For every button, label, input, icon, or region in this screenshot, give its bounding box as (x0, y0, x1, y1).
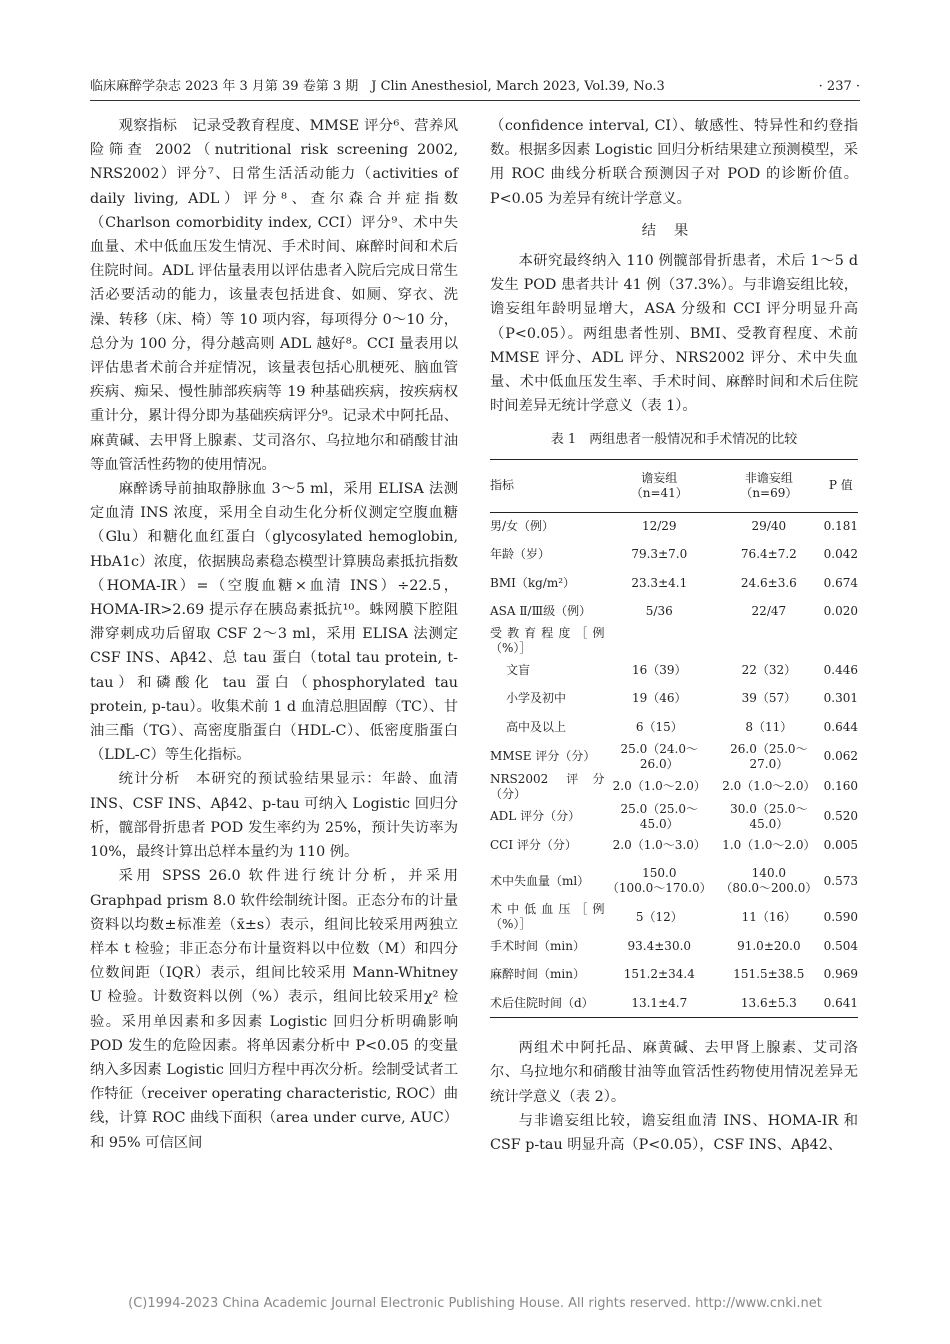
copyright-footer: (C)1994-2023 China Academic Journal Electronic Publishing House. All rights reserved. http://www.cnki.net (128, 1296, 822, 1311)
continued-paragraph: （confidence interval, CI）、敏感性、特异性和约登指数。根据多因素 Logistic 回归分析结果建立预测模型，采用 ROC 曲线分析联合预测因子对 POD 的诊断价值。P<0.05 为差异有统计学意义。 (490, 118, 858, 207)
vasoactive-paragraph: 两组术中阿托品、麻黄碱、去甲肾上腺素、艾司洛尔、乌拉地尔和硝酸甘油等血管活性药物使用情况差异无统计学意义（表 2）。 (490, 1040, 858, 1105)
table-cell: 0.446 (823, 662, 858, 677)
table-cell: 小学及初中 (506, 691, 567, 706)
table-cell: 0.181 (823, 519, 858, 534)
table-cell: 91.0±20.0 (737, 938, 801, 953)
observation-paragraph (90, 114, 458, 477)
table-cell: 麻醉时间（min） (490, 967, 585, 982)
table-cell: 0.674 (823, 575, 858, 590)
right-column (490, 114, 858, 1157)
table-row (490, 598, 858, 627)
table-header-row (490, 459, 858, 512)
table-cell: 术中失血量（ml） (490, 873, 590, 888)
statistics-text: 本研究的预试验结果显示：年龄、血清 INS、CSF INS、Aβ42、p-tau 可纳入 Logistic 回归分析，髋部骨折患者 POD 发生率约为 25%，预计失访率为 10%，最终计算出总样本量约为 110 例。 (90, 771, 459, 861)
table-cell: 受教育程度［例（%）］ (490, 626, 605, 656)
ins-paragraph: 与非谵妄组比较，谵妄组血清 INS、HOMA-IR 和 CSF p-tau 明显升高（P<0.05），CSF INS、Aβ42、 (490, 1112, 858, 1153)
blood-sampling-paragraph: 麻醉诱导前抽取静脉血 3～5 ml，采用 ELISA 法测定血清 INS 浓度，采用全自动生化分析仪测定空腹血糖（Glu）和糖化血红蛋白（glycosylated hemoglobin, HbA1c）浓度，依据胰岛素稳态模型计算胰岛素抵抗指数（HOMA-IR）=（空腹血糖×血清 INS）÷22.5，HOMA-IR>2.69 提示存在胰岛素抵抗¹⁰。蛛网膜下腔阻滞穿刺成功后留取 CSF 2～3 ml，采用 ELISA 法测定 CSF INS、Aβ42、总 tau 蛋白（total tau protein, t-tau）和磷酸化 tau 蛋白（phosphorylated tau protein, p-tau）。收集术前 1 d 血清总胆固醇（TC）、甘油三酯（TG）、高密度脂蛋白（HDL-C）、低密度脂蛋白（LDL-C）等生化指标。 (90, 481, 458, 764)
table-row (490, 932, 858, 961)
table-cell: CCI 评分（分） (490, 838, 577, 853)
table-cell: 5（12） (635, 909, 683, 924)
table-cell: 0.062 (823, 749, 858, 764)
table-cell: 25.0（24.0～26.0） (620, 741, 698, 771)
table-cell (714, 626, 824, 656)
table-row (490, 541, 858, 570)
statistics-label: 统计分析 (118, 771, 181, 788)
table-cell: 13.6±5.3 (740, 995, 797, 1010)
table-cell: 手术时间（min） (490, 938, 585, 953)
table-cell: 140.0 （80.0～200.0） (720, 866, 818, 896)
results-heading: 结果 (641, 222, 707, 239)
table-cell: 39（57） (741, 691, 797, 706)
table-cell: 文盲 (506, 662, 531, 677)
statistics-paragraph (90, 767, 458, 864)
table-cell: 19（46） (632, 691, 687, 706)
table-cell: 13.1±4.7 (631, 995, 688, 1010)
table-cell: 25.0（25.0～45.0） (620, 801, 698, 831)
table-cell: BMI（kg/m²） (490, 575, 576, 590)
table-row (490, 569, 858, 598)
table-cell: 0.969 (823, 967, 858, 982)
running-header (90, 76, 860, 101)
table-cell: 1.0（1.0～2.0） (722, 838, 816, 853)
table-row (490, 713, 858, 742)
table-cell: 0.520 (823, 809, 858, 824)
table-cell: 0.042 (823, 547, 858, 562)
table-cell: 79.3±7.0 (631, 547, 688, 562)
table-cell: 男/女（例） (490, 519, 555, 534)
table-cell: 6（15） (635, 719, 683, 734)
header-cell: 非谵妄组 （n=69） (740, 470, 798, 500)
table-row (490, 772, 858, 802)
table-row (490, 685, 858, 714)
table-row (490, 832, 858, 861)
table-cell: 76.4±7.2 (740, 547, 797, 562)
table-cell (824, 626, 858, 656)
results-paragraph: 本研究最终纳入 110 例髋部骨折患者，术后 1～5 d 发生 POD 患者共计 41 例（37.3%）。与非谵妄组比较，谵妄组年龄明显增大，ASA 分级和 CCI 评分明显升高（P<0.05）。两组患者性别、BMI、受教育程度、术前 MMSE 评分、ADL 评分、NRS2002 评分、术中失血量、术中低血压发生率、手术时间、麻醉时间和术后住院时间差异无统计学意义（表 1）。 (490, 253, 858, 415)
table-cell: 26.0（25.0～27.0） (730, 741, 808, 771)
table-cell: 高中及以上 (506, 719, 567, 734)
table-row (490, 902, 858, 932)
table-cell: 0.301 (823, 691, 858, 706)
header-cell: 谵妄组 （n=41） (630, 470, 688, 500)
table-cell: 24.6±3.6 (740, 575, 797, 590)
table-cell: 2.0（1.0～2.0） (722, 779, 816, 794)
table-cell: 0.590 (823, 909, 858, 924)
table-cell: 8（11） (745, 719, 793, 734)
table-cell: 0.644 (823, 719, 858, 734)
table-cell: 0.641 (823, 995, 858, 1010)
table-row (490, 742, 858, 772)
table-cell: 术后住院时间（d） (490, 995, 594, 1010)
table-cell: 0.160 (823, 779, 858, 794)
software-paragraph: 采用 SPSS 26.0 软件进行统计分析，并采用 Graphpad prism 8.0 软件绘制统计图。正态分布的计量资料以均数±标准差（x̄±s）表示，组间比较采用两独立样本 t 检验；非正态分布计量资料以中位数（M）和四分位数间距（IQR）表示，组间比较采用 Mann-Whitney U 检验。计数资料以例（%）表示，组间比较采用χ² 检验。采用单因素和多因素 Logistic 回归分析明确影响 POD 发生的危险因素。将单因素分析中 P<0.05 的变量纳入多因素 Logistic 回归方程中再次分析。绘制受试者工作特征（receiver operating characteristic, ROC）曲线，计算 ROC 曲线下面积（area under curve, AUC）和 95% 可信区间 (90, 868, 458, 1151)
table-cell: 术中低血压［例（%）］ (490, 902, 605, 932)
table-row (490, 802, 858, 832)
table-caption: 表 1 两组患者一般情况和手术情况的比较 (550, 432, 798, 448)
table-row (490, 989, 858, 1018)
table-cell: 29/40 (751, 519, 787, 534)
table-cell: 150.0 （100.0～170.0） (606, 866, 712, 896)
table-row (490, 512, 858, 541)
table-cell: 11（16） (741, 909, 797, 924)
table-cell: 22/47 (751, 604, 787, 619)
left-column (90, 114, 458, 1155)
table-row (490, 656, 858, 685)
table-cell: 151.5±38.5 (733, 967, 805, 982)
table-cell: 年龄（岁） (490, 547, 551, 562)
table-cell: ADL 评分（分） (490, 809, 581, 824)
observation-text: 记录受教育程度、MMSE 评分⁶、营养风险筛查 2002（nutritional risk screening 2002, NRS2002）评分⁷、日常生活活动能力（activities of daily living, ADL）评分⁸、查尔森合并症指数（Charlson comorbidity index, CCI）评分⁹、术中失血量、术中低血压发生情况、手术时间、麻醉时间和术后住院时间。ADL 评估量表用以评估患者入院后完成日常生活必要活动的能力，该量表包括进食、如厕、穿衣、洗澡、转移（床、椅）等 10 项内容，每项得分 0～10 分，总分为 100 分，得分越高则 ADL 越好⁸。CCI 量表用以评估患者术前合并症情况，该量表包括心肌梗死、脑血管疾病、痴呆、慢性肺部疾病等 19 种基础疾病，按疾病权重计分，累计得分即为基础疾病评分⁹。记录术中阿托品、麻黄碱、去甲肾上腺素、艾司洛尔、乌拉地尔和硝酸甘油等血管活性药物的使用情况。 (90, 118, 458, 473)
table-cell: 0.504 (823, 938, 858, 953)
table-cell: 30.0（25.0～45.0） (730, 801, 808, 831)
table-cell: 0.573 (823, 873, 858, 888)
table-cell: 151.2±34.4 (623, 967, 695, 982)
table-cell: NRS2002 评分（分） (490, 771, 605, 801)
table-row (490, 860, 858, 902)
table-cell: 0.020 (823, 604, 858, 619)
header-cell: 指标 (490, 478, 515, 493)
table-cell: 22（32） (741, 662, 797, 677)
table-cell: 2.0（1.0～3.0） (612, 838, 706, 853)
table-cell: 12/29 (641, 519, 677, 534)
journal-citation: 临床麻醉学杂志 2023 年 3 月第 39 卷第 3 期 J Clin Anesthesiol, March 2023, Vol.39, No.3 (90, 79, 665, 94)
header-cell: P 值 (828, 478, 853, 493)
table-1 (490, 459, 858, 1019)
table-cell: MMSE 评分（分） (490, 749, 596, 764)
page-number: · 237 · (818, 79, 860, 94)
table-cell: ASA Ⅱ/Ⅲ级（例） (490, 604, 592, 619)
table-cell: 0.005 (823, 838, 858, 853)
table-row (490, 626, 858, 656)
table-cell: 93.4±30.0 (627, 938, 692, 953)
table-cell: 5/36 (645, 604, 673, 619)
table-cell: 23.3±4.1 (631, 575, 688, 590)
table-row (490, 961, 858, 990)
table-cell: 2.0（1.0～2.0） (612, 779, 706, 794)
table-cell: 16（39） (632, 662, 687, 677)
observation-label: 观察指标 (118, 118, 178, 134)
table-cell (605, 626, 715, 656)
